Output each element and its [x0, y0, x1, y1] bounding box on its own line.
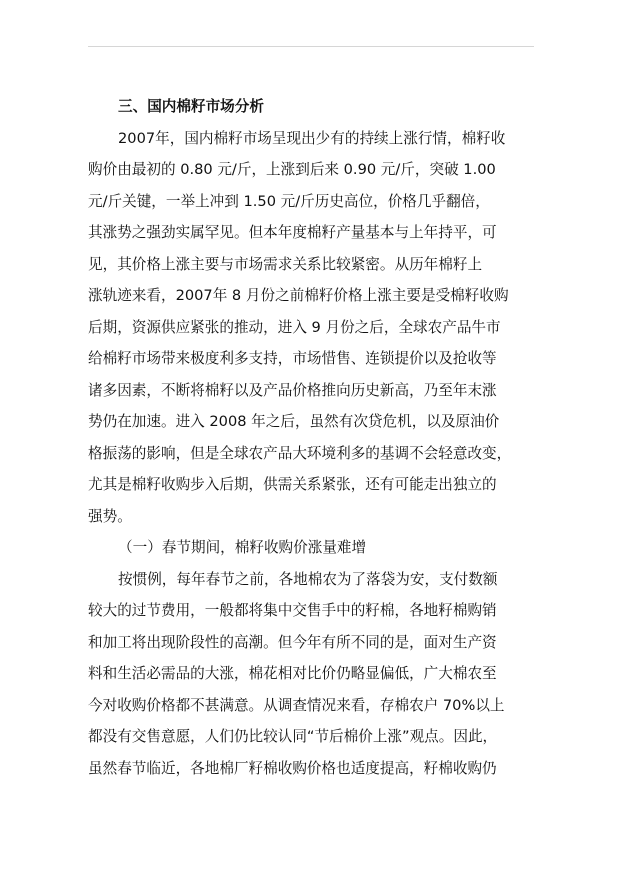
header-divider: [88, 46, 534, 47]
paragraph-line: 强势。: [88, 507, 132, 525]
paragraph-line: 尤其是棉籽收购步入后期，供需关系紧张，还有可能走出独立的: [88, 476, 497, 493]
paragraph-line: 2007年，国内棉籽市场呈现出少有的持续上涨行情，棉籽收: [118, 129, 506, 147]
paragraph-line: 格振荡的影响，但是全球农产品大环境利多的基调不会轻意改变，: [88, 444, 512, 462]
paragraph-line: 料和生活必需品的大涨，棉花相对比价仍略显偏低，广大棉农至: [88, 665, 497, 682]
paragraph-line: 见，其价格上涨主要与市场需求关系比较紧密。从历年棉籽上: [88, 255, 483, 273]
paragraph-line: 虽然春节临近，各地棉厂籽棉收购价格也适度提高，籽棉收购仍: [88, 759, 497, 777]
paragraph-line: 给棉籽市场带来极度利多支持，市场惜售、连锁提价以及抢收等: [88, 350, 497, 367]
paragraph-line: 元/斤关键，一举上冲到 1.50 元/斤历史高位，价格几乎翻倍，: [88, 192, 490, 210]
paragraph-line: 势仍在加速。进入 2008 年之后，虽然有次贷危机，以及原油价: [88, 413, 500, 430]
paragraph-line: 和加工将出现阶段性的高潮。但今年有所不同的是，面对生产资: [88, 633, 497, 651]
section-heading: 三、国内棉籽市场分析: [118, 98, 264, 115]
paragraph-line: 按惯例，每年春节之前，各地棉农为了落袋为安，支付数额: [118, 570, 498, 588]
paragraph-line: 今对收购价格都不甚满意。从调查情况来看，存棉农户 70%以上: [88, 696, 505, 714]
paragraph-line: 都没有交售意愿，人们仍比较认同“节后棉价上涨”观点。因此，: [88, 728, 498, 745]
paragraph-line: 诸多因素，不断将棉籽以及产品价格推向历史新高，乃至年末涨: [88, 381, 497, 399]
paragraph-line: 后期，资源供应紧张的推动，进入 9 月份之后，全球农产品牛市: [88, 318, 501, 336]
paragraph-line: 购价由最初的 0.80 元/斤，上涨到后来 0.90 元/斤，突破 1.00: [88, 161, 496, 178]
paragraph-line: 其涨势之强劲实属罕见。但本年度棉籽产量基本与上年持平，可: [88, 224, 497, 241]
document-body: [88, 91, 538, 784]
paragraph-line: 较大的过节费用，一般都将集中交售手中的籽棉，各地籽棉购销: [88, 602, 497, 619]
subsection-heading: （一）春节期间，棉籽收购价涨量难增: [118, 539, 367, 556]
paragraph-line: 涨轨迹来看，2007年 8 月份之前棉籽价格上涨主要是受棉籽收购: [88, 287, 509, 304]
